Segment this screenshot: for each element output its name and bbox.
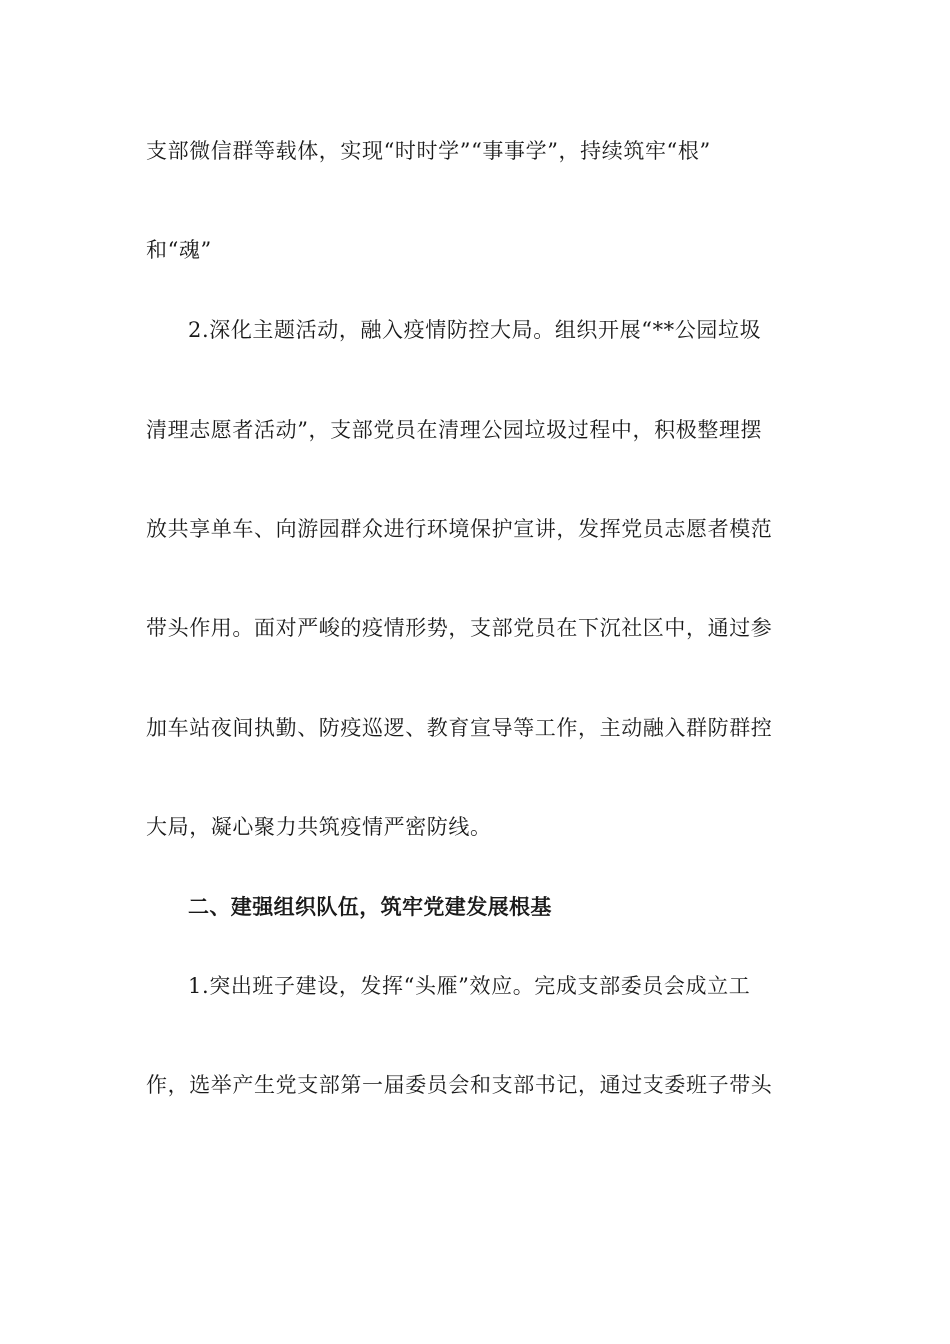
section-heading: 二、建强组织队伍，筑牢党建发展根基 [188,895,552,919]
paragraph-2-line-6: 大局，凝心聚力共筑疫情严密防线。 [146,815,492,839]
paragraph-1-line-1: 支部微信群等载体，实现“时时学”“事事学”，持续筑牢“根” [146,139,711,163]
paragraph-2-line-1: 2.深化主题活动，融入疫情防控大局。组织开展“**公园垃圾 [188,318,762,342]
paragraph-3-line-2: 作，选举产生党支部第一届委员会和支部书记，通过支委班子带头 [146,1073,773,1097]
paragraph-2-line-2: 清理志愿者活动”，支部党员在清理公园垃圾过程中，积极整理摆 [146,418,763,442]
paragraph-2-line-5: 加车站夜间执勤、防疫巡逻、教育宣导等工作，主动融入群防群控 [146,716,773,740]
paragraph-2-line-4: 带头作用。面对严峻的疫情形势，支部党员在下沉社区中，通过参 [146,616,773,640]
paragraph-1-line-2: 和“魂” [146,238,212,262]
paragraph-3-line-1: 1.突出班子建设，发挥“头雁”效应。完成支部委员会成立工 [188,974,751,998]
paragraph-2-line-3: 放共享单车、向游园群众进行环境保护宣讲，发挥党员志愿者模范 [146,517,773,541]
